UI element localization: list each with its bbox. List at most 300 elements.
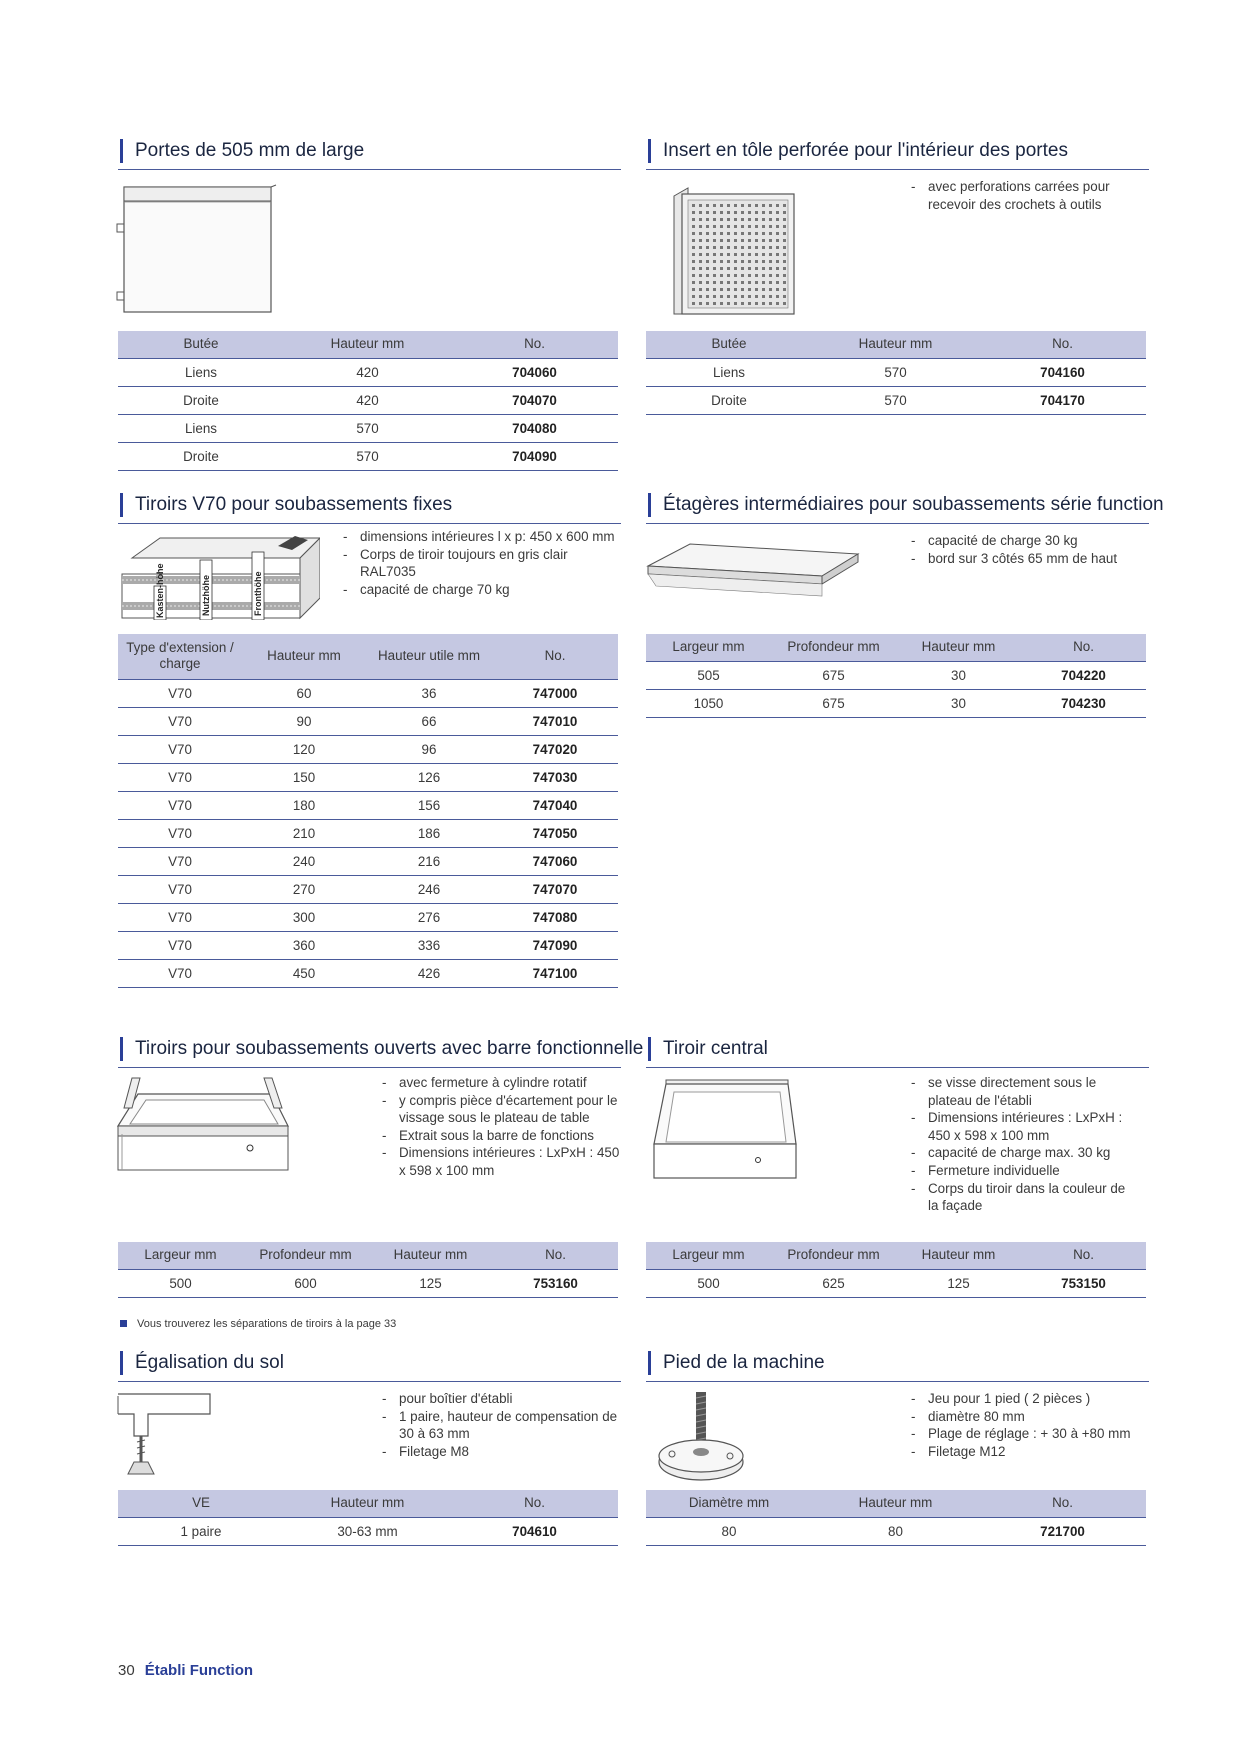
drawers-v70-table <box>118 634 618 988</box>
perforation-hole <box>727 225 730 228</box>
accent-bar <box>120 1351 123 1375</box>
perforation-hole <box>748 204 751 207</box>
perforation-hole <box>706 225 709 228</box>
cell: 240 <box>242 847 366 875</box>
cell: 66 <box>366 707 492 735</box>
perforation-hole <box>748 260 751 263</box>
perforation-hole <box>769 260 772 263</box>
perforation-hole <box>692 302 695 305</box>
cell: 210 <box>242 819 366 847</box>
perforation-hole <box>692 211 695 214</box>
table-row <box>118 819 618 847</box>
label-fronthoehe: Fronthöhe <box>253 571 263 616</box>
article-number: 747020 <box>492 735 618 763</box>
table-row <box>118 679 618 707</box>
perforation-hole <box>748 218 751 221</box>
perforation-hole <box>720 232 723 235</box>
perforation-hole <box>713 218 716 221</box>
cell: 570 <box>812 386 979 414</box>
col-header: Largeur mm <box>646 634 771 661</box>
heading-leveling: Égalisation du sol <box>135 1352 284 1373</box>
cell: V70 <box>118 931 242 959</box>
bullet-item: - avec perforations carrées pour recevoir des crochets à outils <box>911 178 1116 213</box>
label-kastenhoehe: Kasten-höhe <box>155 563 165 618</box>
perforation-hole <box>741 260 744 263</box>
perforation-hole <box>776 246 779 249</box>
col-header: Hauteur mm <box>284 331 451 358</box>
table-row <box>118 763 618 791</box>
central-drawer-illustration <box>652 1078 798 1182</box>
cell: Droite <box>118 386 284 414</box>
perforation-hole <box>692 232 695 235</box>
col-header: No. <box>451 331 618 358</box>
cell: 336 <box>366 931 492 959</box>
accent-bar <box>648 493 651 517</box>
perforation-hole <box>776 295 779 298</box>
table-row <box>118 386 618 414</box>
perforation-hole <box>692 204 695 207</box>
cell: 180 <box>242 791 366 819</box>
cell: Droite <box>118 442 284 470</box>
perforation-hole <box>727 211 730 214</box>
perforation-hole <box>769 274 772 277</box>
perforation-hole <box>727 281 730 284</box>
article-number: 747100 <box>492 959 618 987</box>
machine-foot-illustration <box>656 1390 748 1484</box>
perforation-hole <box>748 239 751 242</box>
perforation-hole <box>706 246 709 249</box>
table-row <box>646 1269 1146 1297</box>
perforation-hole <box>769 288 772 291</box>
central-drawer-table <box>646 1242 1146 1298</box>
bullet-item: - Plage de réglage : + 30 à +80 mm <box>911 1425 1141 1443</box>
catalog-name: Établi Function <box>144 1662 254 1679</box>
perforation-hole <box>776 288 779 291</box>
cell: 420 <box>284 358 451 386</box>
shelves-table <box>646 634 1146 718</box>
article-number: 704220 <box>1021 661 1146 689</box>
cell: 505 <box>646 661 771 689</box>
article-number: 704070 <box>451 386 618 414</box>
article-number: 704090 <box>451 442 618 470</box>
perforation-hole <box>769 281 772 284</box>
article-number: 704170 <box>979 386 1146 414</box>
col-header: Hauteur mm <box>242 634 366 679</box>
bullet-item: - Filetage M8 <box>382 1443 622 1461</box>
col-header: Type d'extension / charge <box>118 634 242 679</box>
table-row <box>118 1269 618 1297</box>
section-drawers-v70 <box>118 490 621 524</box>
perforation-hole <box>706 274 709 277</box>
perforation-hole <box>699 211 702 214</box>
perforation-hole <box>699 302 702 305</box>
perforation-hole <box>748 246 751 249</box>
table-header-row <box>646 1490 1146 1517</box>
perforation-hole <box>720 260 723 263</box>
col-header: No. <box>979 1490 1146 1517</box>
perforation-hole <box>755 246 758 249</box>
perforation-hole <box>699 274 702 277</box>
article-number: 747040 <box>492 791 618 819</box>
cell: 30 <box>896 689 1021 717</box>
note-text: Vous trouverez les séparations de tiroirs à la page 33 <box>137 1318 397 1330</box>
heading-drawers-v70: Tiroirs V70 pour soubassements fixes <box>135 494 453 515</box>
col-header: Hauteur mm <box>368 1242 493 1269</box>
perforation-hole <box>734 281 737 284</box>
perforation-hole <box>776 232 779 235</box>
section-leveling <box>118 1348 621 1382</box>
perforation-hole <box>734 288 737 291</box>
heading-central-drawer: Tiroir central <box>663 1038 768 1059</box>
cell: 60 <box>242 679 366 707</box>
perforation-hole <box>727 274 730 277</box>
perforation-hole <box>713 232 716 235</box>
perforation-hole <box>783 281 786 284</box>
perforation-hole <box>769 253 772 256</box>
perforation-hole <box>692 225 695 228</box>
table-header-row <box>118 1490 618 1517</box>
perforation-hole <box>755 225 758 228</box>
leveling-table <box>118 1490 618 1546</box>
bullet-item: - dimensions intérieures l x p: 450 x 600 mm <box>343 528 623 546</box>
article-number: 747000 <box>492 679 618 707</box>
col-header: Hauteur mm <box>896 1242 1021 1269</box>
table-row <box>118 735 618 763</box>
cell: Liens <box>646 358 812 386</box>
perforation-hole <box>713 211 716 214</box>
col-header: Hauteur mm <box>812 331 979 358</box>
insert-bullets <box>911 178 1116 213</box>
perforation-hole <box>748 232 751 235</box>
perforation-hole <box>769 204 772 207</box>
heading-insert: Insert en tôle perforée pour l'intérieur des portes <box>663 140 1068 161</box>
perforation-hole <box>692 260 695 263</box>
perforation-hole <box>692 253 695 256</box>
perforation-hole <box>783 302 786 305</box>
col-header: Diamètre mm <box>646 1490 812 1517</box>
perforation-hole <box>748 302 751 305</box>
col-header: Hauteur mm <box>896 634 1021 661</box>
table-row <box>646 661 1146 689</box>
cell: 270 <box>242 875 366 903</box>
cell: 80 <box>646 1517 812 1545</box>
insert-table <box>646 331 1146 415</box>
perforation-hole <box>734 204 737 207</box>
article-number: 704080 <box>451 414 618 442</box>
perforation-hole <box>713 302 716 305</box>
perforation-hole <box>692 274 695 277</box>
section-title <box>646 490 1164 524</box>
bullet-item: - capacité de charge 30 kg <box>911 532 1141 550</box>
cell: 450 <box>242 959 366 987</box>
bullet-item: - diamètre 80 mm <box>911 1408 1141 1426</box>
table-row <box>118 1517 618 1545</box>
article-number: 704060 <box>451 358 618 386</box>
perforation-hole <box>776 218 779 221</box>
perforation-hole <box>783 246 786 249</box>
cell: 80 <box>812 1517 979 1545</box>
cell: V70 <box>118 959 242 987</box>
perforation-hole <box>699 218 702 221</box>
perforation-hole <box>762 225 765 228</box>
cell: 30 <box>896 661 1021 689</box>
perforation-hole <box>713 204 716 207</box>
perforation-hole <box>713 239 716 242</box>
open-drawers-table <box>118 1242 618 1298</box>
perforation-hole <box>734 239 737 242</box>
perforation-hole <box>762 253 765 256</box>
perforation-hole <box>706 267 709 270</box>
bullet-item: - Filetage M12 <box>911 1443 1141 1461</box>
section-title <box>118 1348 621 1382</box>
perforation-hole <box>720 288 723 291</box>
table-row <box>118 358 618 386</box>
perforation-hole <box>755 281 758 284</box>
perforation-hole <box>783 218 786 221</box>
article-number: 747080 <box>492 903 618 931</box>
perforation-hole <box>727 302 730 305</box>
article-number: 753150 <box>1021 1269 1146 1297</box>
square-bullet-icon <box>120 1320 127 1327</box>
perforation-hole <box>713 253 716 256</box>
perforation-hole <box>706 253 709 256</box>
col-header: Hauteur utile mm <box>366 634 492 679</box>
central-drawer-bullets <box>911 1074 1131 1215</box>
cell: 500 <box>646 1269 771 1297</box>
cell: 300 <box>242 903 366 931</box>
perforation-hole <box>783 211 786 214</box>
perforation-hole <box>762 211 765 214</box>
leveling-foot-illustration <box>116 1388 212 1480</box>
perforation-hole <box>727 253 730 256</box>
perforation-hole <box>755 204 758 207</box>
col-header: Butée <box>646 331 812 358</box>
bullet-item: - bord sur 3 côtés 65 mm de haut <box>911 550 1141 568</box>
perforation-hole <box>706 302 709 305</box>
bullet-item: - Corps de tiroir toujours en gris clair RAL7035 <box>343 546 623 581</box>
cell: 360 <box>242 931 366 959</box>
cell: 120 <box>242 735 366 763</box>
bullet-item: - capacité de charge max. 30 kg <box>911 1144 1131 1162</box>
perforation-hole <box>692 218 695 221</box>
cell: 675 <box>771 661 896 689</box>
section-title <box>646 136 1149 170</box>
perforation-hole <box>783 232 786 235</box>
perforation-hole <box>776 239 779 242</box>
perforation-hole <box>727 232 730 235</box>
machine-foot-table <box>646 1490 1146 1546</box>
perforation-hole <box>783 295 786 298</box>
perforation-hole <box>748 288 751 291</box>
perforation-hole <box>699 253 702 256</box>
perforation-hole <box>783 260 786 263</box>
perforation-hole <box>762 274 765 277</box>
cell: 186 <box>366 819 492 847</box>
perforation-hole <box>762 295 765 298</box>
perforation-hole <box>734 211 737 214</box>
col-header: No. <box>493 1242 618 1269</box>
cell: 570 <box>284 442 451 470</box>
bullet-item: - 1 paire, hauteur de compensation de 30 à 63 mm <box>382 1408 622 1443</box>
perforation-hole <box>769 267 772 270</box>
section-central-drawer <box>646 1034 1149 1068</box>
table-header-row <box>646 1242 1146 1269</box>
perforation-hole <box>783 204 786 207</box>
cell: 90 <box>242 707 366 735</box>
perforation-hole <box>776 225 779 228</box>
cell: 625 <box>771 1269 896 1297</box>
perforation-hole <box>699 260 702 263</box>
col-header: No. <box>1021 634 1146 661</box>
perforation-hole <box>741 302 744 305</box>
perforation-hole <box>748 281 751 284</box>
perforation-hole <box>755 232 758 235</box>
perforation-hole <box>741 204 744 207</box>
table-row <box>118 903 618 931</box>
cell: 675 <box>771 689 896 717</box>
perforation-hole <box>734 253 737 256</box>
bullet-item: - Extrait sous la barre de fonctions <box>382 1127 622 1145</box>
perforation-hole <box>727 239 730 242</box>
shelf-illustration <box>646 540 860 602</box>
table-row <box>118 875 618 903</box>
col-header: No. <box>1021 1242 1146 1269</box>
section-open-drawers <box>118 1034 644 1068</box>
col-header: Largeur mm <box>646 1242 771 1269</box>
col-header: Profondeur mm <box>243 1242 368 1269</box>
perforation-hole <box>699 239 702 242</box>
perforation-hole <box>720 302 723 305</box>
perforation-hole <box>755 260 758 263</box>
table-row <box>118 442 618 470</box>
perforation-hole <box>713 260 716 263</box>
perforation-hole <box>769 295 772 298</box>
perforation-hole <box>741 295 744 298</box>
table-row <box>646 386 1146 414</box>
perforation-hole <box>762 232 765 235</box>
cell: V70 <box>118 903 242 931</box>
perforation-hole <box>748 295 751 298</box>
perforation-hole <box>706 239 709 242</box>
cell: 36 <box>366 679 492 707</box>
article-number: 747060 <box>492 847 618 875</box>
perforation-hole <box>755 218 758 221</box>
heading-shelves: Étagères intermédiaires pour soubassements série function <box>663 494 1164 515</box>
heading-machine-foot: Pied de la machine <box>663 1352 825 1373</box>
perforation-hole <box>713 295 716 298</box>
article-number: 747010 <box>492 707 618 735</box>
section-title <box>118 136 621 170</box>
table-header-row <box>118 331 618 358</box>
table-row <box>118 414 618 442</box>
perforation-hole <box>755 267 758 270</box>
bullet-item: - avec fermeture à cylindre rotatif <box>382 1074 622 1092</box>
page-number: 30 <box>118 1662 135 1679</box>
perforation-hole <box>776 274 779 277</box>
perforation-hole <box>776 211 779 214</box>
perforation-hole <box>741 253 744 256</box>
section-doors <box>118 136 621 170</box>
perforation-hole <box>706 295 709 298</box>
perforation-hole <box>769 302 772 305</box>
cell: V70 <box>118 819 242 847</box>
perforation-hole <box>783 253 786 256</box>
perforation-hole <box>706 232 709 235</box>
cell: 156 <box>366 791 492 819</box>
perforation-hole <box>762 281 765 284</box>
perforation-hole <box>734 260 737 263</box>
cell: Droite <box>646 386 812 414</box>
perforation-hole <box>741 218 744 221</box>
perforation-hole <box>699 288 702 291</box>
article-number: 747090 <box>492 931 618 959</box>
perforation-hole <box>734 232 737 235</box>
perforation-hole <box>706 218 709 221</box>
section-title <box>118 1034 644 1068</box>
heading-open-drawers: Tiroirs pour soubassements ouverts avec barre fonctionnelle <box>135 1038 644 1059</box>
col-header: Profondeur mm <box>771 634 896 661</box>
cell: 570 <box>812 358 979 386</box>
perforation-hole <box>720 274 723 277</box>
bullet-item: - capacité de charge 70 kg <box>343 581 623 599</box>
cell: 150 <box>242 763 366 791</box>
perforation-hole <box>783 267 786 270</box>
cell: 96 <box>366 735 492 763</box>
bullet-item: - Dimensions intérieures : LxPxH : 450 x 598 x 100 mm <box>911 1109 1131 1144</box>
col-header: Largeur mm <box>118 1242 243 1269</box>
cell: V70 <box>118 791 242 819</box>
table-row <box>118 707 618 735</box>
perforation-hole <box>769 239 772 242</box>
perforation-hole <box>755 239 758 242</box>
perforation-hole <box>748 274 751 277</box>
bullet-item: - se visse directement sous le plateau de l'établi <box>911 1074 1131 1109</box>
shelves-bullets <box>911 532 1141 567</box>
perforation-hole <box>762 267 765 270</box>
cell: V70 <box>118 707 242 735</box>
cell: V70 <box>118 763 242 791</box>
bullet-item: - Dimensions intérieures : LxPxH : 450 x 598 x 100 mm <box>382 1144 622 1179</box>
perforation-hole <box>706 204 709 207</box>
perforation-hole <box>762 260 765 263</box>
perforation-hole <box>762 288 765 291</box>
perforation-hole <box>720 211 723 214</box>
perforation-hole <box>755 288 758 291</box>
perforation-hole <box>699 267 702 270</box>
section-machine-foot <box>646 1348 1149 1382</box>
perforation-hole <box>713 225 716 228</box>
perforation-hole <box>776 253 779 256</box>
perforation-hole <box>692 288 695 291</box>
cell: 426 <box>366 959 492 987</box>
cell: V70 <box>118 735 242 763</box>
col-header: Butée <box>118 331 284 358</box>
cell: 126 <box>366 763 492 791</box>
accent-bar <box>120 1037 123 1061</box>
table-row <box>646 1517 1146 1545</box>
accent-bar <box>648 139 651 163</box>
perforation-hole <box>727 288 730 291</box>
perforation-hole <box>741 239 744 242</box>
perforation-hole <box>720 225 723 228</box>
col-header: No. <box>451 1490 618 1517</box>
perforation-hole <box>720 218 723 221</box>
article-number: 747030 <box>492 763 618 791</box>
bullet-item: - Corps du tiroir dans la couleur de la façade <box>911 1180 1131 1215</box>
perforation-hole <box>741 211 744 214</box>
perforation-hole <box>706 211 709 214</box>
article-number: 704160 <box>979 358 1146 386</box>
